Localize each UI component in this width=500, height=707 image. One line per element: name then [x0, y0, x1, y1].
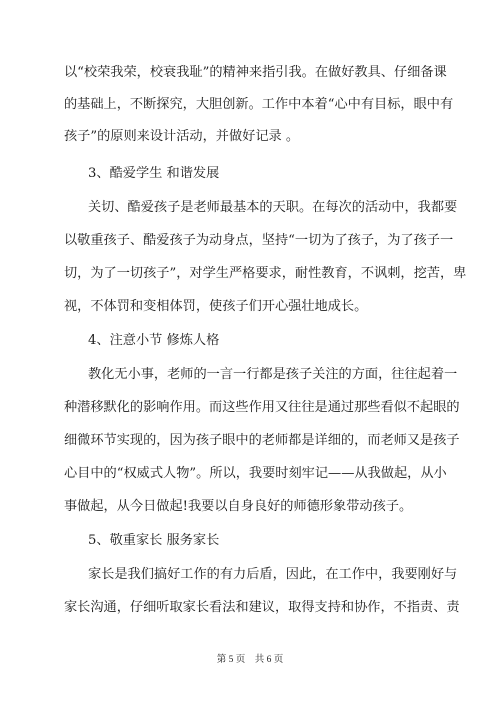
paragraph-line: 家长沟通，仔细听取家长看法和建议，取得支持和协作，不指责、责: [64, 600, 460, 615]
section-heading-3: 3、酷爱学生 和谐发展: [88, 166, 220, 181]
paragraph-line: 家长是我们搞好工作的有力后盾，因此，在工作中，我要刚好与: [88, 567, 458, 582]
section-heading-5: 5、敬重家长 服务家长: [88, 533, 220, 548]
paragraph-line: 以“校荣我荣，校衰我耻”的精神来指引我。在做好教具、仔细备课: [64, 65, 447, 80]
paragraph-line: 心目中的“权威式人物”。所以，我要时刻牢记——从我做起，从小: [64, 466, 447, 481]
paragraph-line: 教化无小事，老师的一言一行都是孩子关注的方面，往往起着一: [88, 367, 458, 382]
section-heading-4: 4、注意小节 修炼人格: [88, 333, 220, 348]
page-number-footer: 第 5 页 共 6 页: [216, 655, 284, 665]
paragraph-line: 视，不体罚和变相体罚，使孩子们开心强壮地成长。: [64, 299, 368, 314]
paragraph-line: 以敬重孩子、酷爱孩子为动身点，坚持“一切为了孩子，为了孩子一: [64, 233, 454, 248]
paragraph-line: 细微环节实现的，因为孩子眼中的老师都是详细的，而老师又是孩子: [64, 433, 460, 448]
paragraph-line: 事做起，从今日做起!我要以自身良好的师德形象带动孩子。: [64, 499, 413, 514]
paragraph-line: 的基础上，不断探究，大胆创新。工作中本着“心中有目标，眼中有: [64, 97, 454, 112]
paragraph-line: 孩子”的原则来设计活动，并做好记录 。: [64, 129, 300, 144]
paragraph-line: 关切、酷爱孩子是老师最基本的天职。在每次的活动中，我都要: [88, 200, 458, 215]
paragraph-line: 切，为了一切孩子”，对学生严格要求，耐性教育，不讽刺，挖苦，卑: [64, 266, 467, 281]
paragraph-line: 种潜移默化的影响作用。而这些作用又往往是通过那些看似不起眼的: [64, 400, 460, 415]
